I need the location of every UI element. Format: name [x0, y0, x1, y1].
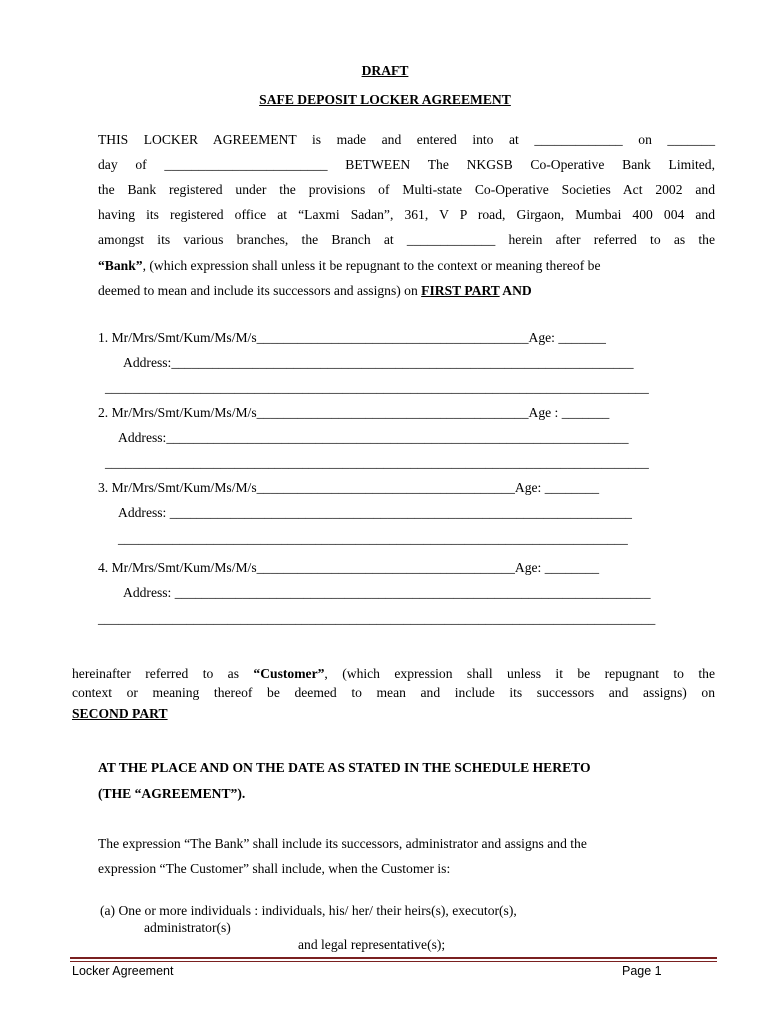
customer-line-1-post: , (which expression shall unless it be repugnant to the — [324, 666, 715, 681]
party-4-extra-line: __________________________________________________________________________________ — [98, 611, 656, 626]
intro-line-1: THIS LOCKER AGREEMENT is made and entered into at _____________ on _______ — [98, 132, 715, 147]
intro-line-7 — [98, 283, 532, 299]
bank-term: “Bank” — [98, 258, 143, 273]
party-3-name-line: 3. Mr/Mrs/Smt/Kum/Ms/M/s______________________________________Age: ________ — [98, 480, 600, 495]
second-part-label: SECOND PART — [72, 706, 168, 721]
expression-line-1: The expression “The Bank” shall include its successors, administrator and assigns and the — [98, 836, 587, 851]
expression-line-2: expression “The Customer” shall include, when the Customer is: — [98, 861, 451, 876]
customer-line-1 — [72, 666, 715, 682]
clause-a-line-3: and legal representative(s); — [298, 937, 446, 952]
place-date-line-2: (THE “AGREEMENT”). — [98, 786, 246, 801]
draft-label: DRAFT — [361, 63, 409, 78]
intro-line-6-text: , (which expression shall unless it be repugnant to the context or meaning thereof be — [142, 258, 601, 273]
customer-line-1-pre: hereinafter referred to as — [72, 666, 254, 681]
intro-line-3: the Bank registered under the provisions of Multi-state Co-Operative Societies Act 2002 and — [98, 182, 715, 197]
first-part-label: FIRST PART — [421, 283, 500, 298]
party-1-address-line: Address:____________________________________________________________________ — [123, 355, 634, 370]
party-4-name-line: 4. Mr/Mrs/Smt/Kum/Ms/M/s______________________________________Age: ________ — [98, 560, 600, 575]
customer-term: “Customer” — [253, 666, 325, 681]
agreement-title: SAFE DEPOSIT LOCKER AGREEMENT — [259, 92, 511, 107]
party-4-address-line: Address: ______________________________________________________________________ — [123, 585, 651, 600]
party-2-address-line: Address:____________________________________________________________________ — [118, 430, 629, 445]
and-label: AND — [499, 283, 532, 298]
intro-line-4: having its registered office at “Laxmi Sadan”, 361, V P road, Girgaon, Mumbai 400 004 and — [98, 207, 715, 222]
intro-line-6 — [98, 258, 600, 274]
intro-line-2: day of ________________________ BETWEEN The NKGSB Co-Operative Bank Limited, — [98, 157, 715, 172]
clause-a-line-1: (a) One or more individuals : individuals, his/ her/ their heirs(s), executor(s), — [100, 903, 517, 918]
customer-line-2: context or meaning thereof be deemed to mean and include its successors and assigns) on — [72, 685, 715, 700]
intro-line-5: amongst its various branches, the Branch at _____________ herein after referred to as the — [98, 232, 715, 247]
party-1-extra-line: ________________________________________________________________________________ — [105, 380, 649, 395]
party-2-extra-line: ________________________________________________________________________________ — [105, 455, 649, 470]
place-date-line-1: AT THE PLACE AND ON THE DATE AS STATED IN THE SCHEDULE HERETO — [98, 760, 591, 775]
party-1-name-line: 1. Mr/Mrs/Smt/Kum/Ms/M/s________________________________________Age: _______ — [98, 330, 606, 345]
footer-left-label: Locker Agreement — [72, 964, 174, 978]
clause-a-line-2: administrator(s) — [144, 920, 231, 935]
footer-rule-thick — [70, 957, 717, 959]
party-2-name-line: 2. Mr/Mrs/Smt/Kum/Ms/M/s________________________________________Age : _______ — [98, 405, 610, 420]
footer-page-number: Page 1 — [622, 964, 662, 978]
footer-rule-thin — [70, 961, 717, 962]
intro-line-7-text: deemed to mean and include its successors and assigns) on — [98, 283, 422, 298]
party-3-extra-line: ___________________________________________________________________________ — [118, 531, 628, 546]
party-3-address-line: Address: ____________________________________________________________________ — [118, 505, 632, 520]
